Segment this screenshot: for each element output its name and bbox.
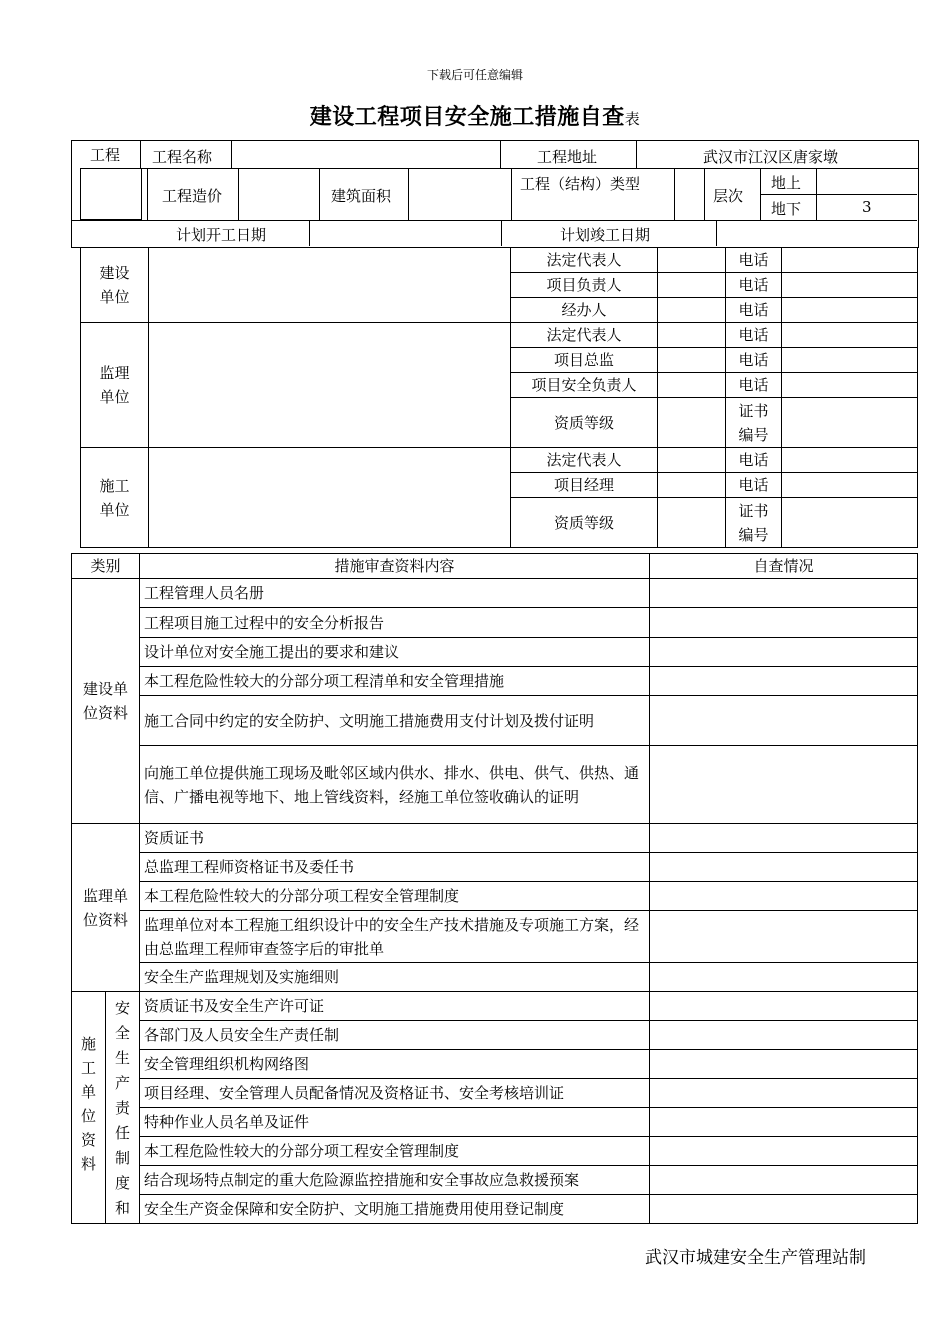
phone-value[interactable] (782, 448, 918, 473)
status-cell[interactable] (650, 911, 918, 963)
cert-value[interactable] (782, 398, 918, 448)
status-cell[interactable] (650, 667, 918, 696)
status-cell[interactable] (650, 608, 918, 638)
floors-vdivider (816, 168, 817, 220)
status-cell[interactable] (650, 1108, 918, 1137)
phone-value[interactable] (782, 373, 918, 398)
area-label: 建筑面积 (331, 187, 392, 205)
unit-jianshe-row0: 法定代表人 (511, 248, 658, 273)
header-note: 下载后可任意编辑 (426, 68, 523, 82)
address-label: 工程地址 (537, 148, 598, 166)
floors-label: 层次 (713, 187, 744, 205)
status-cell[interactable] (650, 1021, 918, 1050)
status-cell[interactable] (650, 1050, 918, 1079)
checklist-item: 项目经理、安全管理人员配备情况及资格证书、安全考核培训证 (140, 1079, 650, 1108)
unit-jianshe-row2: 经办人 (511, 298, 658, 323)
above-label: 地上 (771, 174, 802, 192)
phone-value[interactable] (782, 323, 918, 348)
unit-value[interactable] (658, 348, 726, 373)
status-cell[interactable] (650, 579, 918, 608)
checklist-item: 结合现场特点制定的重大危险源监控措施和安全事故应急救援预案 (140, 1166, 650, 1195)
end-label: 计划竣工日期 (560, 226, 651, 244)
unit-value[interactable] (658, 323, 726, 348)
unit-shigong-row1: 项目经理 (511, 473, 658, 498)
group-label-shigong: 施工单位资料 (72, 992, 106, 1224)
end-value-cell[interactable] (716, 220, 717, 246)
unit-jianli-row2: 项目安全负责人 (511, 373, 658, 398)
phone-label: 电话 (726, 248, 782, 273)
status-cell[interactable] (650, 882, 918, 911)
phone-label: 电话 (726, 323, 782, 348)
checklist-item: 资质证书及安全生产许可证 (140, 992, 650, 1021)
header-status: 自查情况 (650, 554, 918, 579)
phone-label: 电话 (726, 448, 782, 473)
checklist-item: 总监理工程师资格证书及委任书 (140, 853, 650, 882)
floors-divider (760, 194, 917, 195)
area-value-cell[interactable] (408, 168, 512, 220)
status-cell[interactable] (650, 638, 918, 667)
checklist-item: 设计单位对安全施工提出的要求和建议 (140, 638, 650, 667)
cert-label: 证书编号 (726, 498, 782, 548)
below-value: 3 (862, 198, 872, 216)
gongcheng-label: 工程 (90, 146, 121, 164)
footer-issuer: 武汉市城建安全生产管理站制 (645, 1248, 866, 1268)
phone-value[interactable] (782, 248, 918, 273)
status-cell[interactable] (650, 696, 918, 746)
cost-label: 工程造价 (162, 187, 223, 205)
status-cell[interactable] (650, 1195, 918, 1224)
unit-jianshe-value[interactable] (149, 248, 511, 323)
status-cell[interactable] (650, 1137, 918, 1166)
checklist-item: 施工合同中约定的安全防护、文明施工措施费用支付计划及拨付证明 (140, 696, 650, 746)
header-category: 类别 (72, 554, 140, 579)
status-cell[interactable] (650, 746, 918, 824)
unit-value[interactable] (658, 473, 726, 498)
checklist-item: 安全生产监理规划及实施细则 (140, 963, 650, 992)
structure-label: 工程（结构）类型 (520, 175, 641, 193)
info-inner-box (80, 168, 142, 220)
checklist-item: 工程管理人员名册 (140, 579, 650, 608)
status-cell[interactable] (650, 824, 918, 853)
unit-value[interactable] (658, 373, 726, 398)
phone-label: 电话 (726, 273, 782, 298)
checklist-item: 向施工单位提供施工现场及毗邻区域内供水、排水、供电、供气、供热、通信、广播电视等地下、地上管线资料，经施工单位签收确认的证明 (140, 746, 650, 824)
group-label-jianshe: 建设单位资料 (72, 579, 140, 824)
status-cell[interactable] (650, 853, 918, 882)
unit-value[interactable] (658, 273, 726, 298)
unit-jianli-row0: 法定代表人 (511, 323, 658, 348)
title-suffix: 表 (624, 110, 641, 128)
unit-value[interactable] (658, 448, 726, 473)
cost-value-cell[interactable] (238, 168, 320, 220)
status-cell[interactable] (650, 1079, 918, 1108)
title-main: 建设工程项目安全施工措施自查 (309, 104, 625, 130)
unit-jianshe-row1: 项目负责人 (511, 273, 658, 298)
unit-jianshe-label: 建设单位 (81, 248, 149, 323)
unit-jianli-row3: 资质等级 (511, 398, 658, 448)
unit-value[interactable] (658, 398, 726, 448)
phone-label: 电话 (726, 348, 782, 373)
checklist-item: 本工程危险性较大的分部分项工程清单和安全管理措施 (140, 667, 650, 696)
checklist-item: 安全管理组织机构网络图 (140, 1050, 650, 1079)
unit-jianli-label: 监理单位 (81, 323, 149, 448)
checklist-item: 安全生产资金保障和安全防护、文明施工措施费用使用登记制度 (140, 1195, 650, 1224)
phone-label: 电话 (726, 473, 782, 498)
unit-shigong-value[interactable] (149, 448, 511, 548)
phone-value[interactable] (782, 273, 918, 298)
name-value-cell[interactable] (230, 140, 501, 168)
unit-jianli-value[interactable] (149, 323, 511, 448)
unit-value[interactable] (658, 248, 726, 273)
cert-value[interactable] (782, 498, 918, 548)
unit-shigong-label: 施工单位 (81, 448, 149, 548)
phone-value[interactable] (782, 298, 918, 323)
start-label: 计划开工日期 (176, 226, 267, 244)
checklist-item: 本工程危险性较大的分部分项工程安全管理制度 (140, 1137, 650, 1166)
checklist-item: 工程项目施工过程中的安全分析报告 (140, 608, 650, 638)
status-cell[interactable] (650, 992, 918, 1021)
checklist-table (71, 553, 918, 1224)
checklist-item: 各部门及人员安全生产责任制 (140, 1021, 650, 1050)
header-content: 措施审查资料内容 (140, 554, 650, 579)
phone-value[interactable] (782, 473, 918, 498)
status-cell[interactable] (650, 1166, 918, 1195)
status-cell[interactable] (650, 963, 918, 992)
checklist-item: 特种作业人员名单及证件 (140, 1108, 650, 1137)
unit-value[interactable] (658, 498, 726, 548)
units-table (80, 247, 918, 548)
structure-value-cell[interactable] (674, 168, 705, 220)
unit-shigong-row0: 法定代表人 (511, 448, 658, 473)
checklist-item: 监理单位对本工程施工组织设计中的安全生产技术措施及专项施工方案，经由总监理工程师审查签字后的审批单 (140, 911, 650, 963)
unit-value[interactable] (658, 298, 726, 323)
checklist-item: 资质证书 (140, 824, 650, 853)
below-label: 地下 (771, 200, 802, 218)
address-value: 武汉市江汉区唐家墩 (703, 148, 839, 166)
phone-label: 电话 (726, 298, 782, 323)
start-value-cell[interactable] (309, 220, 502, 246)
cert-label: 证书编号 (726, 398, 782, 448)
group-label-jianli: 监理单位资料 (72, 824, 140, 992)
phone-label: 电话 (726, 373, 782, 398)
unit-jianli-row1: 项目总监 (511, 348, 658, 373)
group-sublabel-shigong: 安全生产责任制度和 (106, 992, 140, 1224)
page-title (0, 100, 950, 131)
checklist-item: 本工程危险性较大的分部分项工程安全管理制度 (140, 882, 650, 911)
name-label: 工程名称 (152, 148, 213, 166)
unit-shigong-row2: 资质等级 (511, 498, 658, 548)
phone-value[interactable] (782, 348, 918, 373)
